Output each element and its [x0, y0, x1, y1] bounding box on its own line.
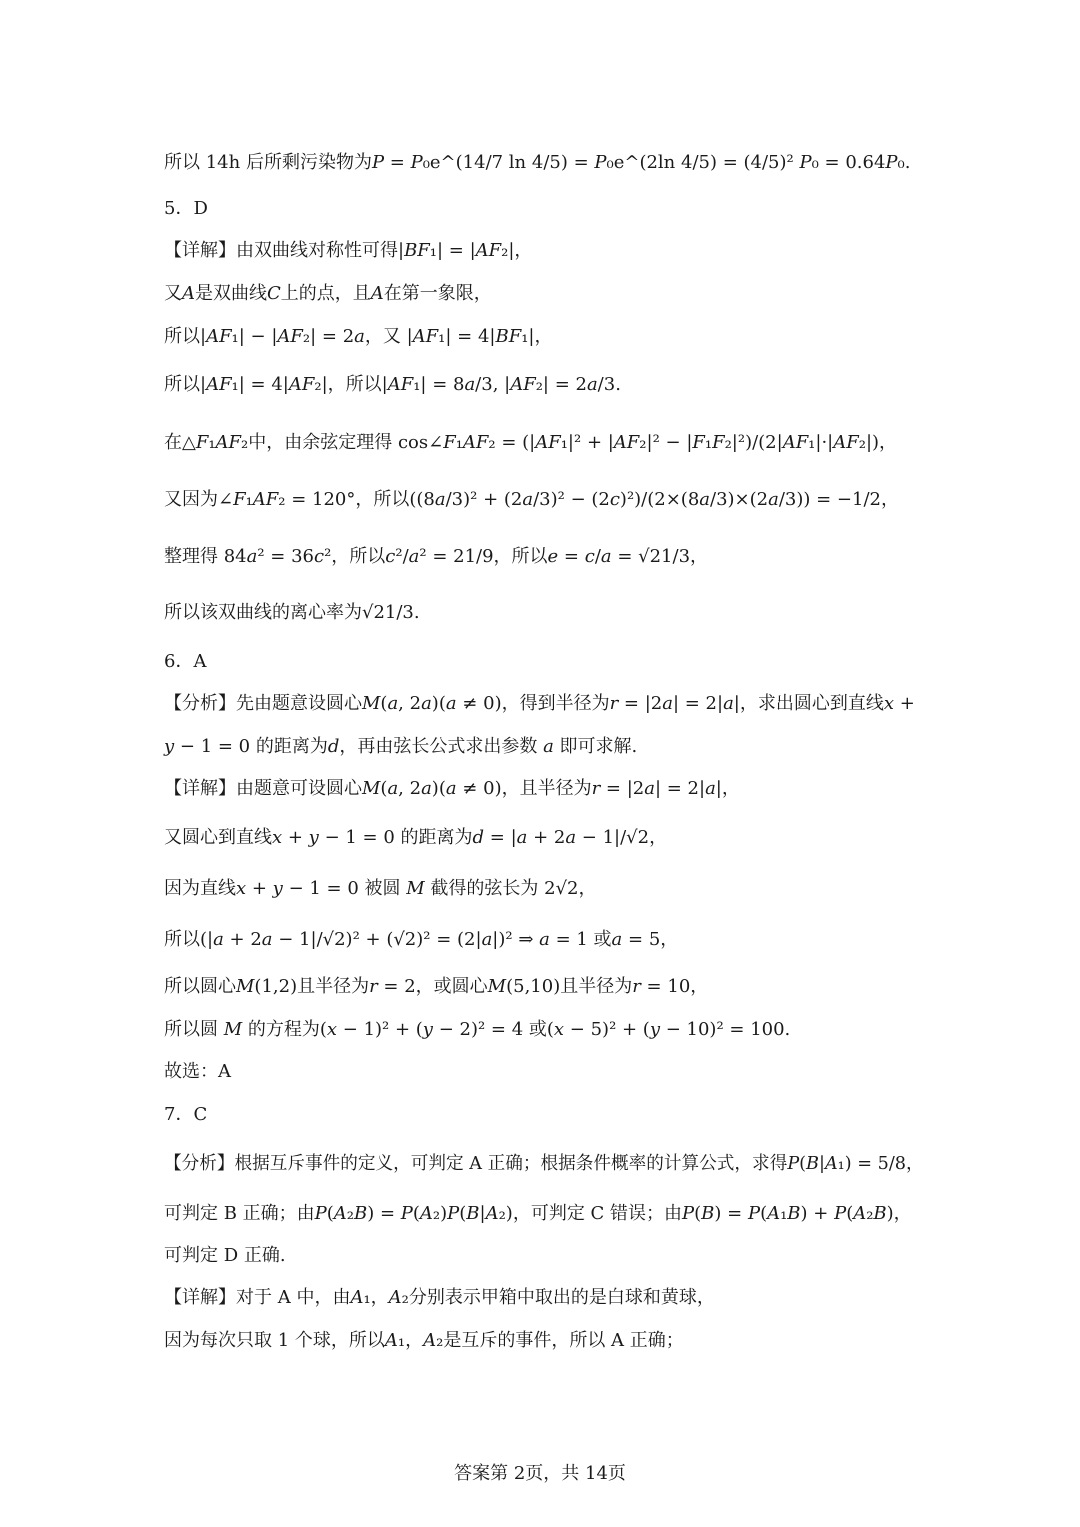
- text-line: 𝑦 − 1 = 0 的距离为𝑑，再由弦长公式求出参数 𝑎 即可求解.: [164, 736, 638, 757]
- text-line: 故选：A: [164, 1061, 231, 1082]
- question-number: 7．C: [164, 1104, 208, 1125]
- text-line: 所以|𝐴𝐹₁| = 4|𝐴𝐹₂|，所以|𝐴𝐹₁| = 8𝑎/3, |𝐴𝐹₂| = 2𝑎/3.: [164, 374, 621, 395]
- text-line: 所以 14h 后所剩污染物为𝑃 = 𝑃₀e^(14/7 ln 4/5) = 𝑃₀e^(2ln 4/5) = (4/5)² 𝑃₀ = 0.64𝑃₀.: [164, 152, 911, 173]
- text-line: 所以|𝐴𝐹₁| − |𝐴𝐹₂| = 2𝑎，又 |𝐴𝐹₁| = 4|𝐵𝐹₁|，: [164, 326, 553, 347]
- text-line: 【详解】由题意可设圆心𝑀(𝑎, 2𝑎)(𝑎 ≠ 0)，且半径为𝑟 = |2𝑎| = 2|𝑎|，: [164, 778, 740, 799]
- text-line: 因为直线𝑥 + 𝑦 − 1 = 0 被圆 𝑀 截得的弦长为 2√2，: [164, 878, 597, 899]
- text-line: 【详解】对于 A 中，由𝐴₁，𝐴₂分别表示甲箱中取出的是白球和黄球，: [164, 1287, 715, 1308]
- text-line: 所以圆 𝑀 的方程为(𝑥 − 1)² + (𝑦 − 2)² = 4 或(𝑥 − 5)² + (𝑦 − 10)² = 100.: [164, 1019, 791, 1040]
- text-line: 所以(|𝑎 + 2𝑎 − 1|/√2)² + (√2)² = (2|𝑎|)² ⇒ 𝑎 = 1 或𝑎 = 5，: [164, 929, 679, 950]
- text-line: 【分析】根据互斥事件的定义，可判定 A 正确；根据条件概率的计算公式，求得𝑃(𝐵|𝐴₁) = 5/8，: [164, 1153, 924, 1174]
- text-line: 整理得 84𝑎² = 36𝑐²，所以𝑐²/𝑎² = 21/9，所以𝑒 = 𝑐/𝑎 = √21/3，: [164, 546, 709, 567]
- text-line: 【分析】先由题意设圆心𝑀(𝑎, 2𝑎)(𝑎 ≠ 0)，得到半径为𝑟 = |2𝑎| = 2|𝑎|，求出圆心到直线𝑥 +: [164, 693, 915, 714]
- text-line: 可判定 D 正确.: [164, 1245, 286, 1266]
- question-number: 5．D: [164, 198, 208, 219]
- text-line: 【详解】由双曲线对称性可得|𝐵𝐹₁| = |𝐴𝐹₂|，: [164, 240, 533, 261]
- text-line: 在△𝐹₁𝐴𝐹₂中，由余弦定理得 cos∠𝐹₁𝐴𝐹₂ = (|𝐴𝐹₁|² + |𝐴𝐹₂|² − |𝐹₁𝐹₂|²)/(2|𝐴𝐹₁|·|𝐴𝐹₂|)，: [164, 432, 898, 453]
- text-line: 所以该双曲线的离心率为√21/3.: [164, 602, 420, 623]
- text-line: 可判定 B 正确；由𝑃(𝐴₂𝐵) = 𝑃(𝐴₂)𝑃(𝐵|𝐴₂)，可判定 C 错误；由𝑃(𝐵) = 𝑃(𝐴₁𝐵) + 𝑃(𝐴₂𝐵)，: [164, 1203, 912, 1224]
- text-line: 因为每次只取 1 个球，所以𝐴₁，𝐴₂是互斥的事件，所以 A 正确；: [164, 1330, 684, 1351]
- text-line: 又圆心到直线𝑥 + 𝑦 − 1 = 0 的距离为𝑑 = |𝑎 + 2𝑎 − 1|/√2，: [164, 827, 668, 848]
- question-number: 6．A: [164, 651, 207, 672]
- text-line: 所以圆心𝑀(1,2)且半径为𝑟 = 2，或圆心𝑀(5,10)且半径为𝑟 = 10，: [164, 976, 709, 997]
- text-line: 又因为∠𝐹₁𝐴𝐹₂ = 120°，所以((8𝑎/3)² + (2𝑎/3)² − (2𝑐)²)/(2×(8𝑎/3)×(2𝑎/3)) = −1/2，: [164, 489, 899, 510]
- text-line: 又𝐴是双曲线𝐶上的点，且𝐴在第一象限，: [164, 283, 492, 304]
- page-footer: 答案第 2页，共 14页: [454, 1463, 626, 1484]
